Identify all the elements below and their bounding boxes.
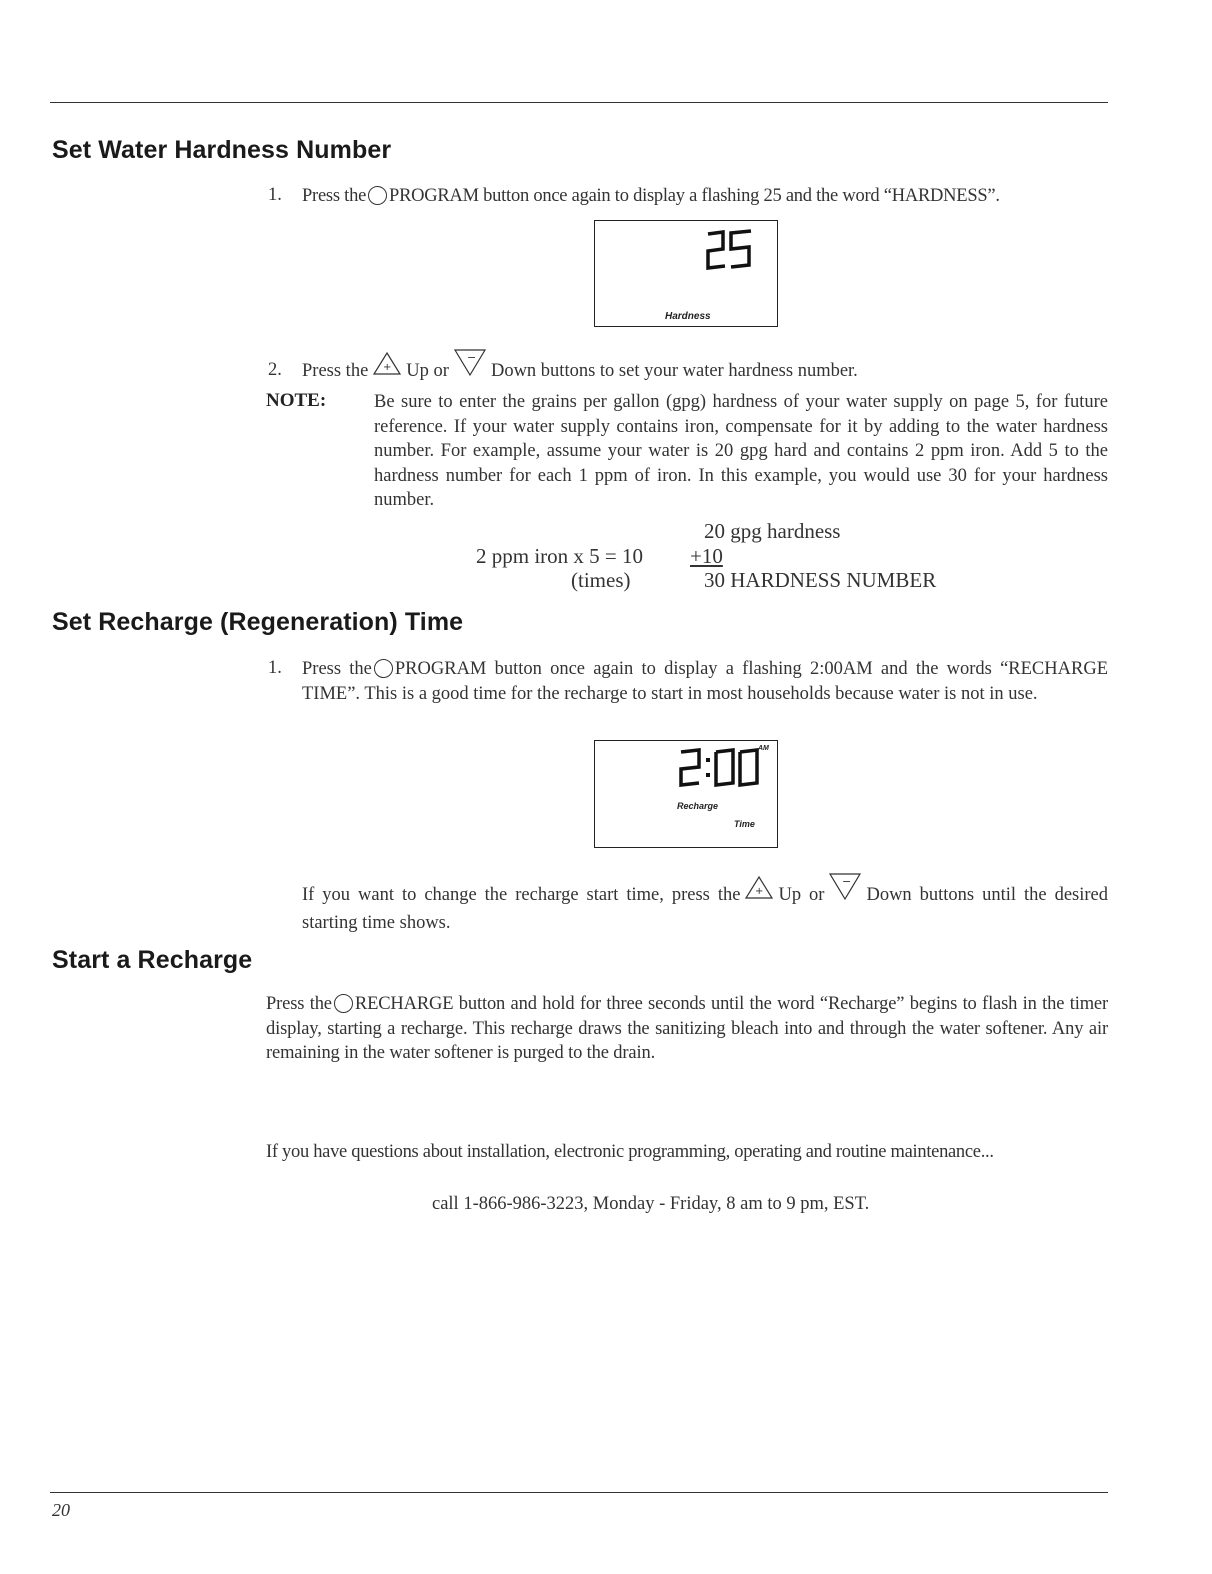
lcd-label-hardness: Hardness: [665, 311, 711, 322]
top-rule: [50, 102, 1108, 103]
hardness-step1: Press the PROGRAM button once again to display a flashing 25 and the word “HARDNESS”.: [302, 186, 1000, 206]
note-text: Be sure to enter the grains per gallon (gpg) hardness of your water supply on page 5, for future reference. If your water supply contains iron, compensate for it by adding to the water hardness number. For example, assume your water is 20 gpg hard and contains 2 ppm iron. Add 5 to the hardness number for each 1 ppm of iron. In this example, you would use 30 for your hardness number.: [374, 392, 1108, 510]
calc-plus: +10: [690, 544, 723, 568]
recharge-change-text: If you want to change the recharge start time, press the + Up or − Down buttons until the desired starting time shows.: [302, 872, 1108, 936]
svg-text:+: +: [755, 886, 764, 897]
heading-set-recharge-time: Set Recharge (Regeneration) Time: [52, 608, 464, 636]
recharge-time-lcd-display: [594, 740, 778, 848]
start-recharge-text: Press the RECHARGE button and hold for three seconds until the word “Recharge” begins to flash in the timer display, starting a recharge. This recharge draws the sanitizing bleach into and through the water softener. Any air remaining in the water softener is purged to the drain.: [266, 994, 1109, 1063]
svg-text:−: −: [842, 875, 852, 888]
calc-left: 2 ppm iron x 5 = 10: [476, 544, 644, 568]
page-number: 20: [52, 1500, 70, 1520]
recharge-button-icon: [334, 994, 353, 1013]
svg-text:−: −: [466, 351, 477, 364]
step-number: 1.: [268, 658, 282, 678]
hardness-lcd-display: [594, 220, 778, 327]
up-triangle-icon: [744, 874, 774, 910]
contact-line1: If you have questions about installation, electronic programming, operating and routine maintenance...: [266, 1142, 994, 1162]
program-button-icon: [368, 186, 387, 205]
bottom-rule: [50, 1492, 1108, 1493]
calc-times: (times): [571, 568, 631, 592]
heading-set-water-hardness: Set Water Hardness Number: [52, 136, 392, 164]
recharge-step1: Press the PROGRAM button once again to display a flashing 2:00AM and the words “RECHARGE TIME”. This is a good time for the recharge to start in most households because water is not in use.: [302, 659, 1108, 704]
calc-line1: 20 gpg hardness: [704, 519, 841, 543]
hardness-step2: Press the + Up or − Down buttons to set your water hardness number.: [302, 348, 1122, 391]
lcd-label-time: Time: [734, 819, 755, 829]
lcd-label-am: AM: [758, 745, 769, 752]
calc-result: 30 HARDNESS NUMBER: [704, 568, 937, 592]
up-triangle-icon: [372, 350, 402, 391]
program-button-icon: [374, 659, 393, 678]
lcd-digits-200: [595, 741, 779, 849]
note-label: NOTE:: [266, 390, 327, 411]
down-triangle-icon: [453, 348, 487, 391]
heading-start-recharge: Start a Recharge: [52, 946, 253, 974]
step-number: 2.: [268, 360, 282, 380]
lcd-label-recharge: Recharge: [677, 801, 719, 811]
svg-text:+: +: [383, 362, 392, 373]
down-triangle-icon: [828, 872, 862, 910]
step-number: 1.: [268, 185, 282, 205]
contact-line2: call 1-866-986-3223, Monday - Friday, 8 am to 9 pm, EST.: [432, 1194, 870, 1214]
